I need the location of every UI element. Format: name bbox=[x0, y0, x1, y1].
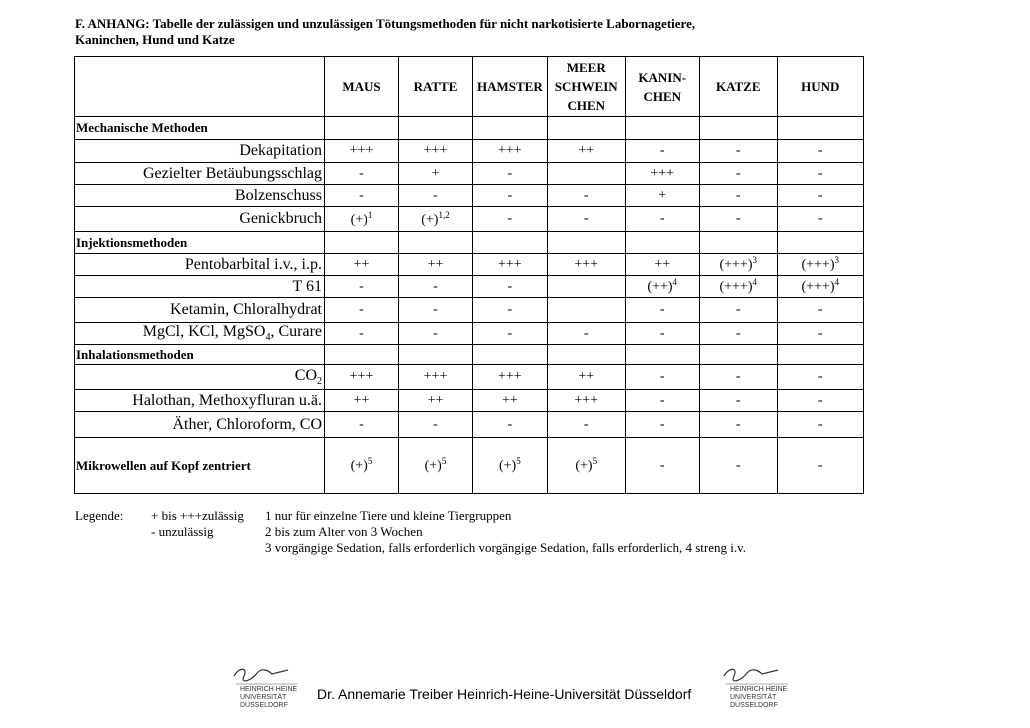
rating-cell bbox=[325, 323, 399, 345]
signature-logo-icon bbox=[228, 664, 306, 710]
method-name-text: Gezielter Betäubungsschlag bbox=[142, 164, 322, 182]
cell-value: - bbox=[583, 187, 589, 203]
rating-cell bbox=[625, 438, 699, 494]
cell-value: ++ bbox=[578, 143, 595, 158]
rating-cell bbox=[625, 207, 699, 232]
cell-value: - bbox=[507, 302, 513, 317]
method-row bbox=[75, 298, 864, 323]
rating-cell bbox=[625, 140, 699, 163]
column-header bbox=[399, 57, 473, 117]
rating-cell bbox=[325, 185, 399, 207]
cell-value: - bbox=[817, 416, 823, 432]
method-name-subscript: 4 bbox=[265, 332, 271, 344]
method-name: Mikrowellen auf Kopf zentriert bbox=[75, 438, 325, 494]
cell-value: (+) bbox=[499, 458, 517, 474]
section-empty-cell bbox=[625, 232, 699, 254]
cell-value: - bbox=[735, 143, 741, 158]
footnote-marker: 5 bbox=[441, 456, 447, 467]
method-row bbox=[75, 254, 864, 276]
rating-cell bbox=[325, 390, 399, 412]
cell-value: - bbox=[359, 278, 364, 294]
rating-cell bbox=[325, 163, 399, 185]
column-header-line: HUND bbox=[801, 79, 840, 94]
cell-value: (+++) bbox=[801, 279, 835, 295]
cell-value: - bbox=[659, 143, 665, 158]
logo-line-1: HEINRICH HEINE bbox=[730, 686, 788, 693]
section-empty-cell bbox=[699, 345, 777, 365]
rating-cell bbox=[547, 438, 625, 494]
header-row bbox=[75, 57, 864, 117]
cell-value: (+) bbox=[350, 212, 368, 228]
university-logo-right bbox=[718, 664, 796, 710]
cell-value: +++ bbox=[650, 165, 675, 181]
rating-cell bbox=[777, 276, 863, 298]
section-empty-cell bbox=[325, 345, 399, 365]
section-empty-cell bbox=[399, 117, 473, 140]
rating-cell bbox=[547, 163, 625, 185]
cell-value: - bbox=[735, 392, 741, 408]
rating-cell bbox=[699, 276, 777, 298]
rating-cell bbox=[325, 298, 399, 323]
method-row bbox=[75, 140, 864, 163]
method-name-text: Dekapitation bbox=[239, 142, 322, 159]
section-empty-cell bbox=[777, 232, 863, 254]
rating-cell bbox=[547, 185, 625, 207]
footnote-marker: 1 bbox=[367, 209, 373, 220]
footnote-2: 2 bis zum Alter von 3 Wochen bbox=[265, 524, 423, 539]
cell-value: - bbox=[659, 302, 665, 317]
column-header-line: SCHWEIN bbox=[554, 79, 618, 94]
rating-cell bbox=[473, 163, 548, 185]
cell-value: +++ bbox=[423, 143, 448, 158]
footnote-marker: 3 bbox=[834, 255, 839, 266]
rating-cell bbox=[399, 390, 473, 412]
cell-value: - bbox=[735, 457, 741, 473]
rating-cell bbox=[399, 185, 473, 207]
method-name bbox=[75, 390, 325, 412]
legend-allowed: + bis +++zulässig bbox=[151, 508, 244, 523]
header-corner bbox=[75, 57, 325, 117]
rating-cell bbox=[625, 390, 699, 412]
rating-cell bbox=[399, 254, 473, 276]
method-name-text: Äther, Chloroform, CO bbox=[172, 415, 322, 433]
cell-value: - bbox=[359, 302, 364, 317]
section-empty-cell bbox=[325, 232, 399, 254]
rating-cell bbox=[777, 298, 863, 323]
cell-value: - bbox=[817, 392, 823, 408]
cell-value: - bbox=[433, 416, 438, 432]
cell-value: ++ bbox=[654, 256, 671, 272]
cell-value: (+) bbox=[424, 458, 442, 474]
method-name bbox=[75, 365, 325, 390]
cell-value: - bbox=[359, 325, 364, 341]
rating-cell bbox=[399, 163, 473, 185]
rating-cell bbox=[547, 207, 625, 232]
footnote-marker: 3 bbox=[752, 255, 757, 266]
column-header-line: KATZE bbox=[715, 79, 761, 94]
signature-logo-icon bbox=[718, 664, 796, 710]
cell-value: - bbox=[507, 187, 513, 203]
cell-value: - bbox=[507, 165, 513, 181]
cell-value: ++ bbox=[578, 369, 595, 384]
column-header-line: MAUS bbox=[342, 79, 381, 94]
method-name-subscript: 2 bbox=[317, 376, 322, 388]
cell-value: +++ bbox=[498, 256, 522, 272]
rating-cell bbox=[473, 323, 548, 345]
cell-value: - bbox=[659, 369, 665, 384]
rating-cell bbox=[547, 323, 625, 345]
cell-value: - bbox=[359, 416, 364, 432]
logo-line-2: UNIVERSITÄT bbox=[730, 694, 777, 701]
rating-cell bbox=[625, 254, 699, 276]
method-row bbox=[75, 276, 864, 298]
section-empty-cell bbox=[473, 345, 548, 365]
cell-value: - bbox=[507, 211, 513, 226]
cell-value: - bbox=[583, 325, 589, 341]
rating-cell bbox=[473, 412, 548, 438]
logo-line-1: HEINRICH HEINE bbox=[240, 686, 298, 693]
method-name bbox=[75, 140, 325, 163]
cell-value: +++ bbox=[574, 256, 599, 272]
title-line-2: Kaninchen, Hund und Katze bbox=[75, 32, 235, 47]
method-row bbox=[75, 412, 864, 438]
method-row bbox=[75, 365, 864, 390]
rating-cell bbox=[699, 140, 777, 163]
method-name bbox=[75, 207, 325, 232]
logo-line-2: UNIVERSITÄT bbox=[240, 694, 287, 701]
cell-value: ++ bbox=[427, 392, 444, 408]
cell-value: ++ bbox=[427, 256, 444, 272]
rating-cell bbox=[777, 207, 863, 232]
cell-value: - bbox=[659, 392, 665, 408]
rating-cell bbox=[699, 298, 777, 323]
cell-value: - bbox=[659, 325, 665, 341]
cell-value: - bbox=[817, 187, 823, 203]
method-name bbox=[75, 323, 325, 345]
section-row bbox=[75, 345, 864, 365]
cell-value: (+++) bbox=[801, 257, 835, 273]
method-name-suffix: , Curare bbox=[270, 323, 322, 341]
title-line-1: F. ANHANG: Tabelle der zulässigen und unzulässigen Tötungsmethoden für nicht narkotisierte Labornagetiere, bbox=[75, 16, 696, 31]
method-row bbox=[75, 207, 864, 232]
footnote-marker: 5 bbox=[592, 456, 598, 467]
rating-cell bbox=[473, 276, 548, 298]
footnote-marker: 5 bbox=[367, 456, 373, 467]
method-name bbox=[75, 298, 325, 323]
method-name-text: Halothan, Methoxyfluran u.ä. bbox=[132, 391, 322, 409]
rating-cell bbox=[699, 365, 777, 390]
cell-value: (+) bbox=[350, 458, 368, 474]
cell-value: (+) bbox=[575, 458, 593, 474]
section-empty-cell bbox=[473, 232, 548, 254]
method-name bbox=[75, 185, 325, 207]
method-name-text: MgCl, KCl, MgSO bbox=[142, 323, 266, 341]
cell-value: - bbox=[817, 143, 823, 158]
cell-value: +++ bbox=[349, 143, 374, 158]
section-empty-cell bbox=[625, 117, 699, 140]
footnote-marker: 4 bbox=[752, 277, 757, 288]
cell-value: (+++) bbox=[719, 257, 753, 273]
rating-cell bbox=[777, 140, 863, 163]
microwave-row bbox=[75, 438, 864, 494]
column-header bbox=[699, 57, 777, 117]
section-empty-cell bbox=[399, 345, 473, 365]
section-empty-cell bbox=[399, 232, 473, 254]
column-header bbox=[777, 57, 863, 117]
method-row bbox=[75, 323, 864, 345]
section-empty-cell bbox=[777, 117, 863, 140]
legend-not-allowed: - unzulässig bbox=[151, 524, 214, 539]
rating-cell bbox=[473, 254, 548, 276]
cell-value: - bbox=[433, 325, 438, 341]
cell-value: - bbox=[817, 302, 823, 317]
cell-value: - bbox=[817, 211, 823, 226]
rating-cell bbox=[777, 412, 863, 438]
method-row bbox=[75, 163, 864, 185]
cell-value: - bbox=[433, 302, 438, 317]
footnote-marker: 5 bbox=[516, 456, 521, 467]
cell-value: - bbox=[735, 416, 741, 432]
cell-value: - bbox=[735, 211, 741, 226]
rating-cell bbox=[699, 185, 777, 207]
rating-cell bbox=[399, 140, 473, 163]
rating-cell bbox=[547, 298, 625, 323]
cell-value: +++ bbox=[574, 392, 599, 408]
method-name-text: Genickbruch bbox=[239, 210, 322, 227]
rating-cell bbox=[399, 365, 473, 390]
rating-cell bbox=[699, 254, 777, 276]
cell-value: (++) bbox=[647, 279, 673, 295]
rating-cell bbox=[547, 390, 625, 412]
rating-cell bbox=[777, 185, 863, 207]
section-label: Inhalationsmethoden bbox=[75, 345, 325, 365]
rating-cell bbox=[699, 207, 777, 232]
rating-cell bbox=[399, 323, 473, 345]
cell-value: ++ bbox=[353, 392, 370, 408]
legend-symbols bbox=[151, 508, 244, 540]
rating-cell bbox=[547, 276, 625, 298]
section-empty-cell bbox=[625, 345, 699, 365]
rating-cell bbox=[325, 254, 399, 276]
cell-value: +++ bbox=[498, 369, 522, 384]
section-row bbox=[75, 117, 864, 140]
document-title bbox=[75, 16, 695, 48]
cell-value: - bbox=[583, 211, 589, 226]
rating-cell bbox=[625, 185, 699, 207]
footer-text: Dr. Annemarie Treiber Heinrich-Heine-Universität Düsseldorf bbox=[317, 686, 692, 702]
rating-cell bbox=[399, 412, 473, 438]
method-name bbox=[75, 276, 325, 298]
rating-cell bbox=[699, 163, 777, 185]
rating-cell bbox=[473, 390, 548, 412]
cell-value: - bbox=[507, 278, 513, 294]
rating-cell bbox=[625, 163, 699, 185]
cell-value: - bbox=[735, 369, 741, 384]
section-empty-cell bbox=[777, 345, 863, 365]
rating-cell bbox=[399, 276, 473, 298]
rating-cell bbox=[325, 412, 399, 438]
section-empty-cell bbox=[699, 232, 777, 254]
column-header bbox=[625, 57, 699, 117]
cell-value: - bbox=[735, 325, 741, 341]
footnote-marker: 1,2 bbox=[438, 209, 450, 220]
cell-value: - bbox=[735, 165, 741, 181]
rating-cell bbox=[547, 140, 625, 163]
cell-value: - bbox=[659, 457, 665, 473]
cell-value: - bbox=[507, 416, 513, 432]
column-header-line: CHEN bbox=[567, 98, 606, 113]
method-row bbox=[75, 390, 864, 412]
method-name-text: Ketamin, Chloralhydrat bbox=[170, 301, 322, 318]
rating-cell bbox=[473, 140, 548, 163]
column-header bbox=[473, 57, 548, 117]
university-logo-left bbox=[228, 664, 306, 710]
method-name bbox=[75, 163, 325, 185]
rating-cell bbox=[473, 185, 548, 207]
rating-cell bbox=[625, 276, 699, 298]
rating-cell bbox=[325, 438, 399, 494]
cell-value: - bbox=[507, 325, 513, 341]
rating-cell bbox=[625, 365, 699, 390]
rating-cell bbox=[699, 323, 777, 345]
rating-cell bbox=[399, 298, 473, 323]
cell-value: ++ bbox=[353, 256, 370, 272]
section-row bbox=[75, 232, 864, 254]
column-header bbox=[547, 57, 625, 117]
method-name-text: CO bbox=[294, 366, 317, 384]
cell-value: ++ bbox=[501, 392, 518, 408]
rating-cell bbox=[699, 412, 777, 438]
rating-cell bbox=[777, 390, 863, 412]
rating-cell bbox=[473, 365, 548, 390]
column-header-line: KANIN- bbox=[638, 69, 687, 85]
rating-cell bbox=[399, 438, 473, 494]
cell-value: - bbox=[583, 416, 589, 432]
cell-value: - bbox=[659, 416, 665, 432]
column-header-line: RATTE bbox=[413, 79, 458, 94]
cell-value: +++ bbox=[498, 143, 522, 158]
cell-value: (+++) bbox=[719, 279, 753, 295]
rating-cell bbox=[777, 365, 863, 390]
method-name-text: T 61 bbox=[292, 277, 322, 295]
rating-cell bbox=[777, 163, 863, 185]
footnote-marker: 4 bbox=[834, 277, 839, 288]
rating-cell bbox=[325, 365, 399, 390]
section-empty-cell bbox=[473, 117, 548, 140]
rating-cell bbox=[625, 298, 699, 323]
logo-line-3: DÜSSELDORF bbox=[730, 702, 778, 709]
section-empty-cell bbox=[325, 117, 399, 140]
rating-cell bbox=[777, 438, 863, 494]
rating-cell bbox=[547, 365, 625, 390]
killing-methods-table bbox=[74, 56, 864, 494]
rating-cell bbox=[699, 390, 777, 412]
cell-value: + bbox=[658, 187, 667, 203]
section-empty-cell bbox=[547, 117, 625, 140]
cell-value: - bbox=[817, 457, 823, 473]
cell-value: + bbox=[431, 165, 440, 181]
cell-value: - bbox=[433, 187, 438, 203]
column-header bbox=[325, 57, 399, 117]
rating-cell bbox=[777, 254, 863, 276]
column-header-line: MEER bbox=[566, 60, 606, 75]
rating-cell bbox=[547, 254, 625, 276]
rating-cell bbox=[547, 412, 625, 438]
method-row bbox=[75, 185, 864, 207]
rating-cell bbox=[325, 276, 399, 298]
cell-value: - bbox=[817, 325, 823, 341]
rating-cell bbox=[625, 323, 699, 345]
cell-value: - bbox=[433, 278, 438, 294]
method-name bbox=[75, 254, 325, 276]
cell-value: - bbox=[817, 165, 823, 181]
cell-value: (+) bbox=[421, 212, 439, 228]
cell-value: - bbox=[735, 187, 741, 203]
method-name-text: Pentobarbital i.v., i.p. bbox=[184, 255, 322, 273]
rating-cell bbox=[325, 140, 399, 163]
footnote-1: 1 nur für einzelne Tiere und kleine Tiergruppen bbox=[265, 508, 512, 523]
legend-label: Legende: bbox=[75, 508, 124, 523]
section-empty-cell bbox=[699, 117, 777, 140]
cell-value: - bbox=[817, 369, 823, 384]
cell-value: - bbox=[359, 165, 364, 181]
column-header-line: HAMSTER bbox=[477, 79, 543, 94]
rating-cell bbox=[399, 207, 473, 232]
rating-cell bbox=[473, 207, 548, 232]
logo-line-3: DÜSSELDORF bbox=[240, 702, 288, 709]
rating-cell bbox=[325, 207, 399, 232]
section-label: Mechanische Methoden bbox=[75, 117, 325, 140]
section-empty-cell bbox=[547, 232, 625, 254]
rating-cell bbox=[473, 438, 548, 494]
footnote-marker: 4 bbox=[672, 277, 678, 288]
column-header-line: CHEN bbox=[643, 88, 682, 104]
rating-cell bbox=[625, 412, 699, 438]
rating-cell bbox=[473, 298, 548, 323]
footnote-3-4: 3 vorgängige Sedation, falls erforderlich vorgängige Sedation, falls erforderlich, 4 streng i.v. bbox=[265, 540, 746, 555]
rating-cell bbox=[699, 438, 777, 494]
section-empty-cell bbox=[547, 345, 625, 365]
cell-value: - bbox=[735, 302, 741, 317]
cell-value: - bbox=[659, 211, 665, 226]
cell-value: +++ bbox=[423, 369, 448, 384]
cell-value: - bbox=[359, 187, 364, 203]
method-name bbox=[75, 412, 325, 438]
rating-cell bbox=[777, 323, 863, 345]
method-name-text: Bolzenschuss bbox=[234, 186, 322, 204]
cell-value: +++ bbox=[349, 369, 374, 384]
legend-footnotes bbox=[265, 508, 746, 556]
section-label: Injektionsmethoden bbox=[75, 232, 325, 254]
